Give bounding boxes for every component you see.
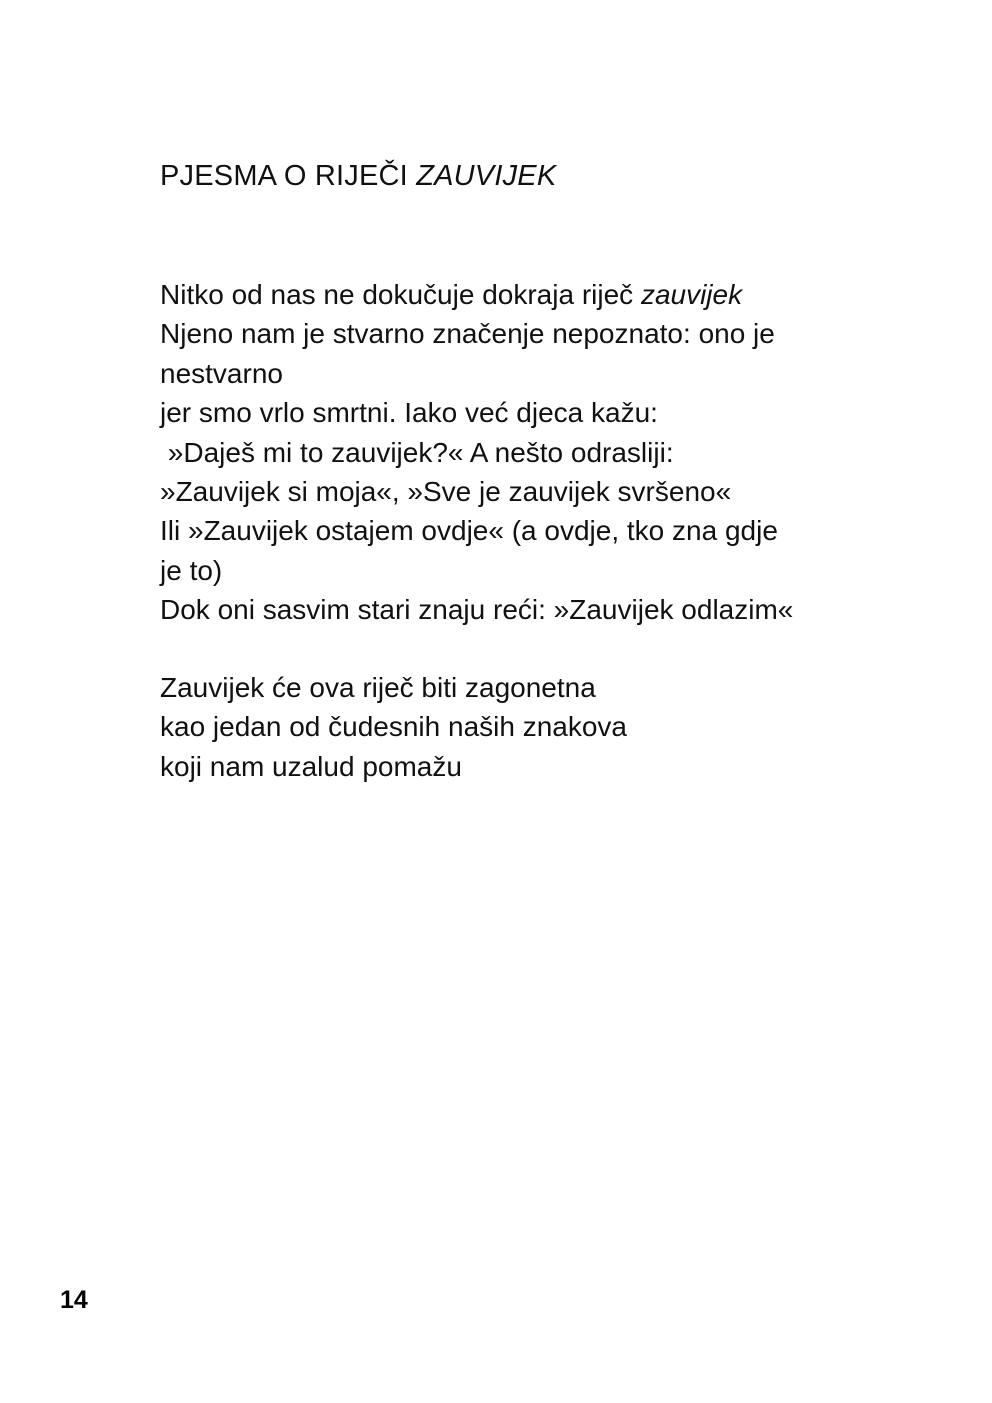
poem-line: koji nam uzalud pomažu (160, 750, 462, 782)
poem-line: Ili »Zauvijek ostajem ovdje« (a ovdje, tko zna gdje (160, 515, 778, 547)
poem-line: nestvarno (160, 357, 283, 389)
poem-title-text: PJESMA O RIJEČI (160, 160, 417, 192)
stanza-2 (160, 668, 880, 786)
poem-line: Dok oni sasvim stari znaju reći: »Zauvijek odlazim« (160, 594, 794, 626)
poem-line: Zauvijek će ova riječ biti zagonetna (160, 672, 596, 703)
poem-line: jer smo vrlo smrtni. Iako već djeca kažu: (160, 397, 658, 429)
poem-line: »Zauvijek si moja«, »Sve je zauvijek svršeno« (160, 476, 732, 508)
stanza-1 (160, 275, 880, 630)
poem-line: »Daješ mi to zauvijek?« A nešto odrasliji: (160, 436, 674, 468)
poem-title (160, 157, 556, 195)
poem-line: je to) (160, 554, 223, 586)
page-number: 14 (60, 1286, 88, 1314)
poem-line (160, 275, 880, 314)
poem-line: Njeno nam je stvarno značenje nepoznato: ono je (160, 318, 775, 350)
poem-title-italic: ZAUVIJEK (416, 160, 557, 192)
poem-line: kao jedan od čudesnih naših znakova (160, 711, 628, 743)
poem-line-italic: zauvijek (640, 279, 743, 310)
poem-line-text: Nitko od nas ne dokučuje dokraja riječ (160, 279, 641, 310)
